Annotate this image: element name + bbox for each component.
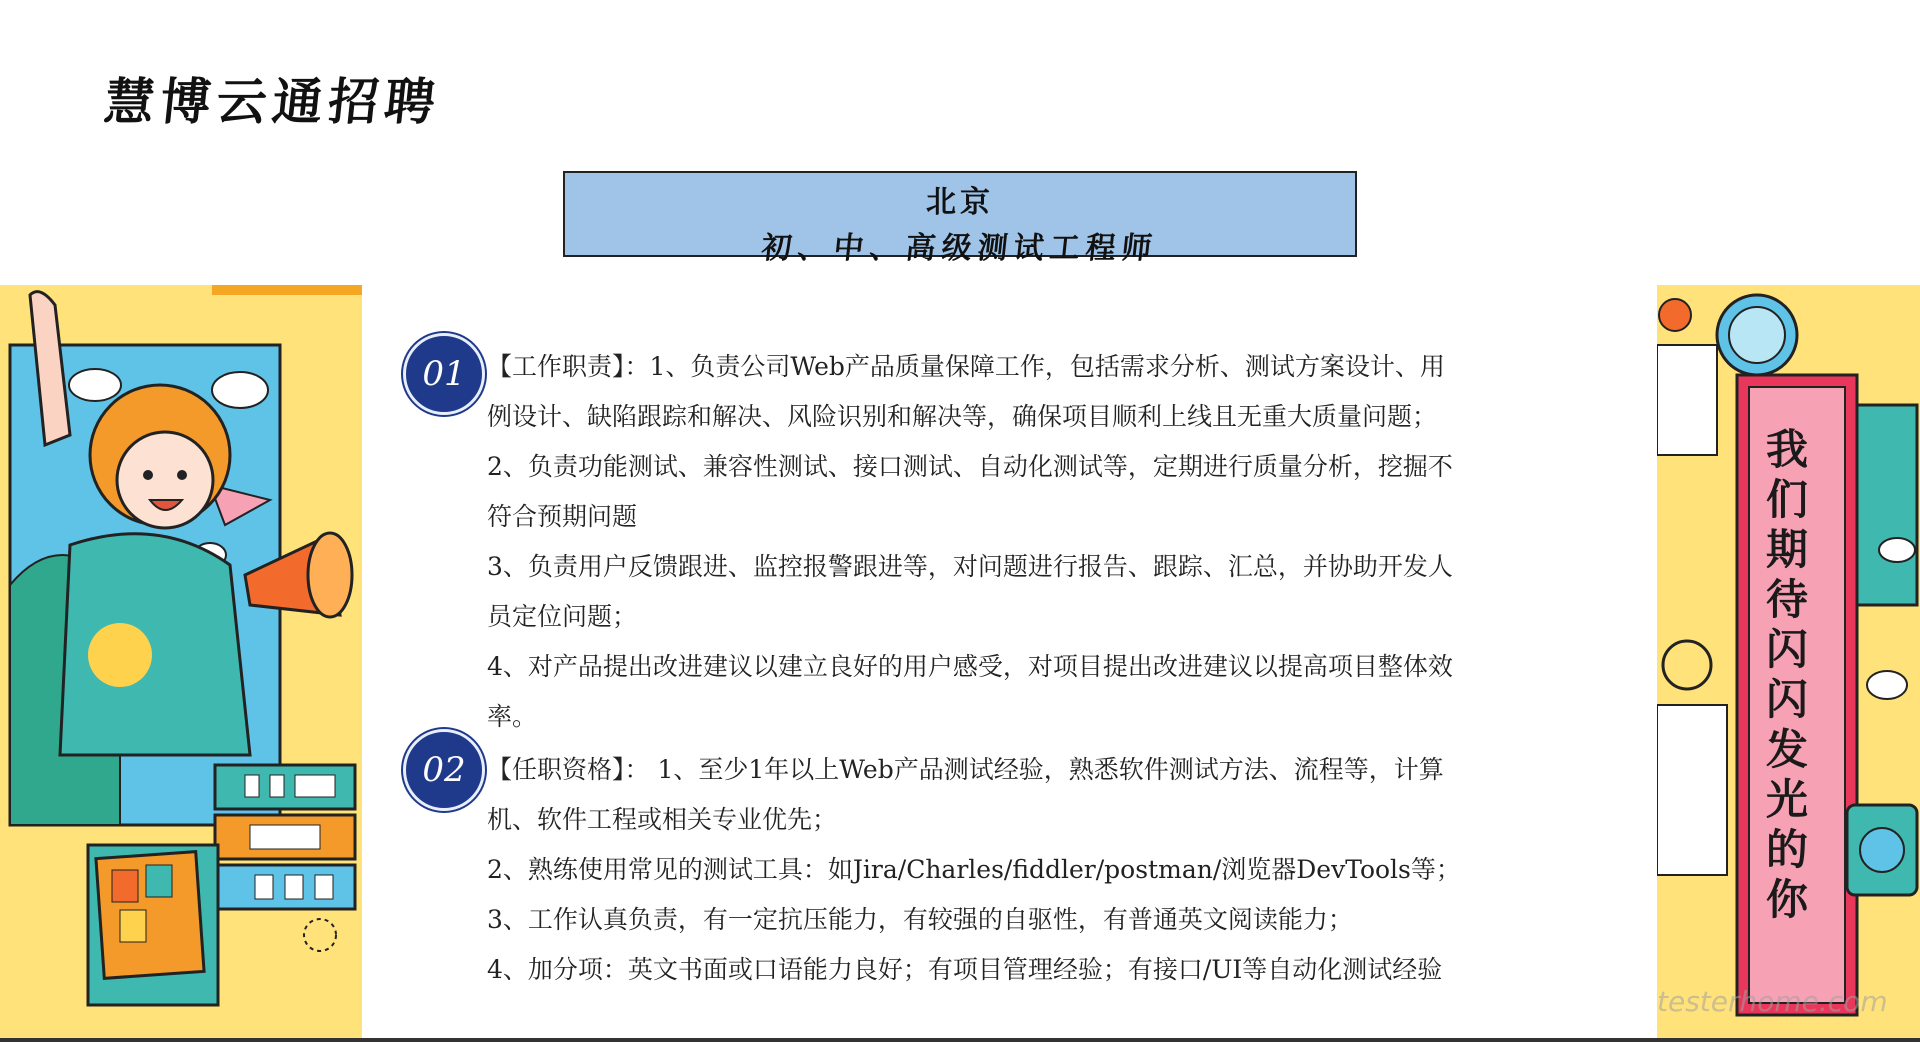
slogan-text: 我们期待闪闪发光的你 xyxy=(1765,425,1808,924)
text-line: 【任职资格】： 1、至少1年以上Web产品测试经验，熟悉软件测试方法、流程等，计算 xyxy=(487,755,1444,784)
orange-accent-bar xyxy=(212,285,362,295)
cartoon-person-megaphone-icon xyxy=(0,285,362,1042)
text-line: 4、对产品提出改进建议以建立良好的用户感受，对项目提出改进建议以提高项目整体效 xyxy=(487,652,1453,681)
text-line: 2、负责功能测试、兼容性测试、接口测试、自动化测试等，定期进行质量分析，挖掘不 xyxy=(487,452,1453,481)
text-line: 例设计、缺陷跟踪和解决、风险识别和解决等，确保项目顺利上线且无重大质量问题； xyxy=(487,402,1438,431)
text-line: 员定位问题； xyxy=(487,602,638,631)
job-title: 初、中、高级测试工程师 xyxy=(759,231,1160,266)
left-illustration xyxy=(0,285,362,1042)
bottom-border xyxy=(0,1038,1920,1042)
text-line: 符合预期问题 xyxy=(487,502,638,531)
job-city: 北京 xyxy=(926,185,994,220)
text-line: 3、工作认真负责，有一定抗压能力，有较强的自驱性，有普通英文阅读能力； xyxy=(487,905,1353,934)
text-line: 4、加分项：英文书面或口语能力良好；有项目管理经验；有接口/UI等自动化测试经验 xyxy=(487,955,1443,984)
job-duties-section xyxy=(487,342,1567,742)
text-line: 3、负责用户反馈跟进、监控报警跟进等，对问题进行报告、跟踪、汇总，并协助开发人 xyxy=(487,552,1453,581)
text-line: 【工作职责】：1、负责公司Web产品质量保障工作，包括需求分析、测试方案设计、用 xyxy=(487,352,1445,381)
section-badge: 01 xyxy=(403,333,485,415)
text-line: 率。 xyxy=(487,702,538,731)
requirements-section xyxy=(487,745,1567,995)
right-illustration xyxy=(1657,285,1920,1042)
text-line: 机、软件工程或相关专业优先； xyxy=(487,805,838,834)
section-badge: 02 xyxy=(403,729,485,811)
job-header-box xyxy=(563,171,1357,266)
company-title: 慧博云通招聘 xyxy=(101,73,444,131)
watermark: testerhome.com xyxy=(1657,985,1888,1018)
text-line: 2、熟练使用常见的测试工具：如Jira/Charles/fiddler/postman/浏览器DevTools等； xyxy=(487,855,1461,884)
